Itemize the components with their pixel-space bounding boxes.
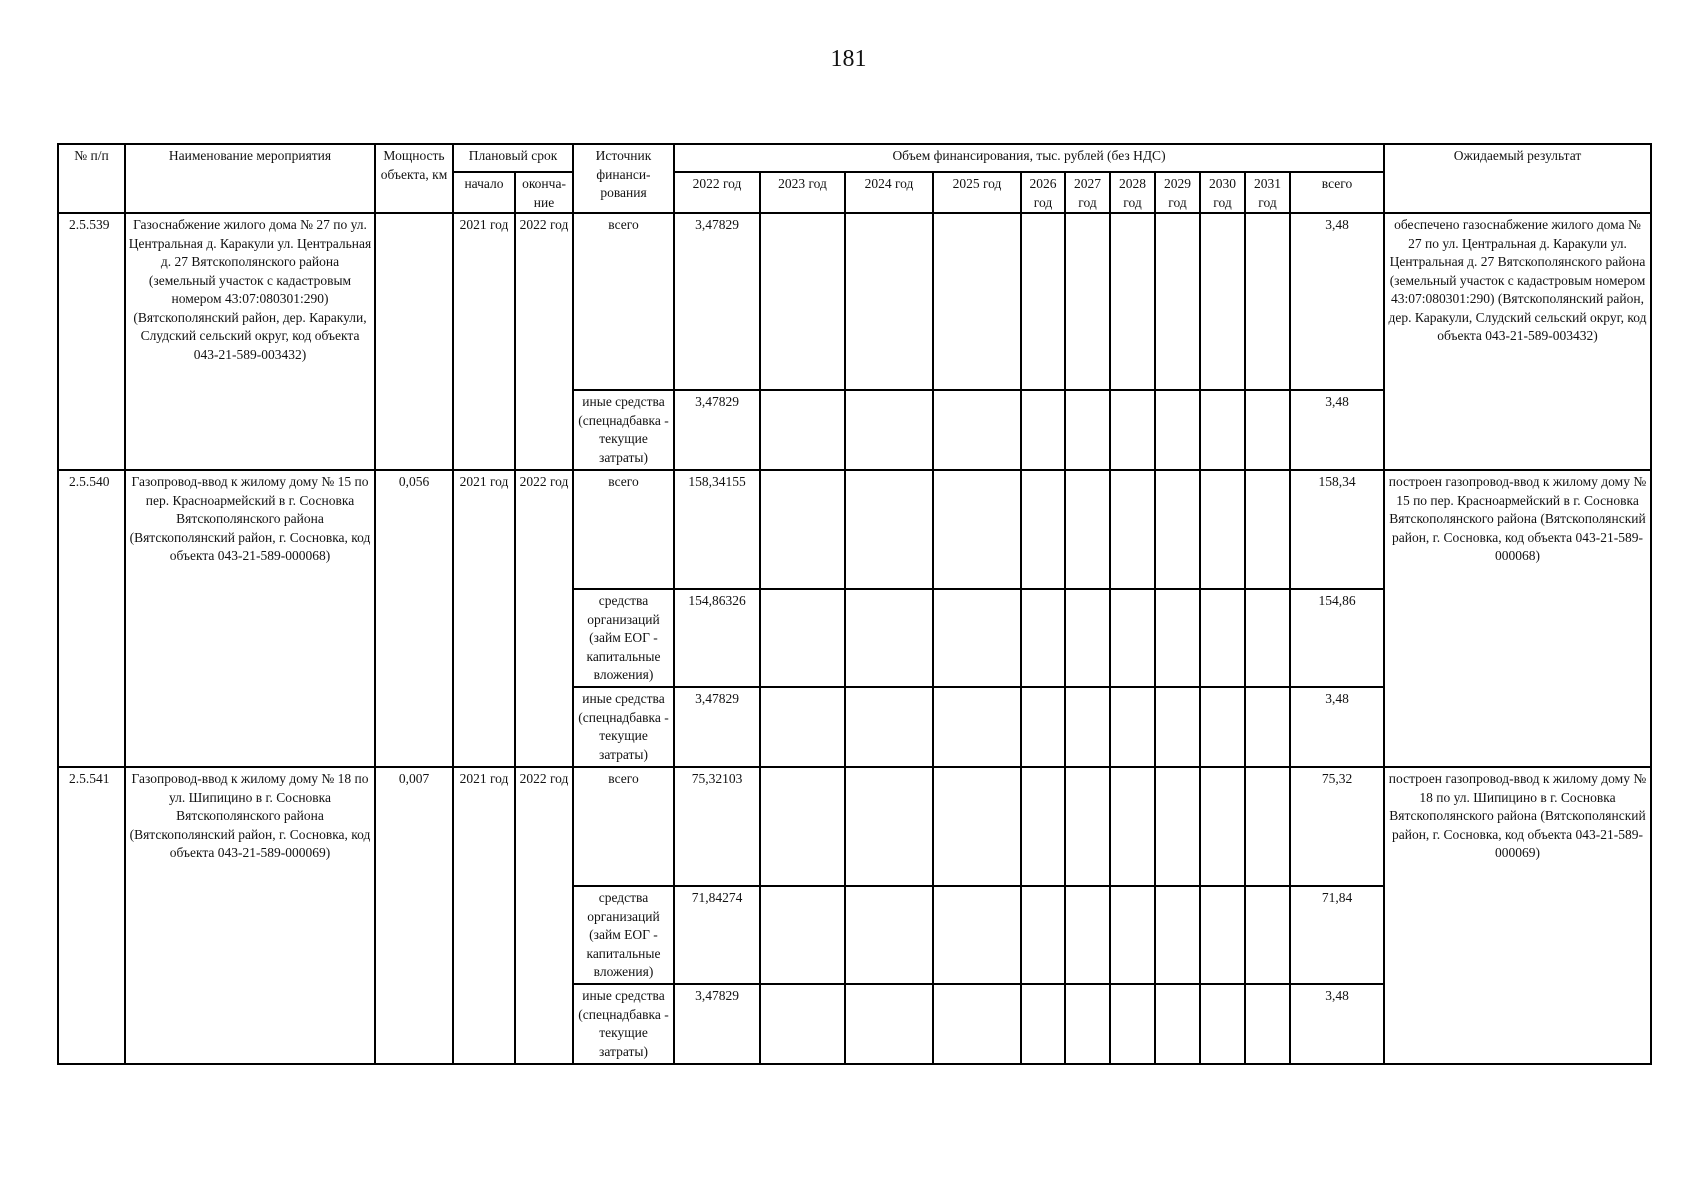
header-year: 2025 год — [933, 172, 1021, 213]
row-source: средства организаций (займ ЕОГ - капитальные вложения) — [573, 886, 674, 984]
header-year: 2028 год — [1110, 172, 1155, 213]
header-funding: Объем финансирования, тыс. рублей (без НДС) — [674, 144, 1384, 172]
header-name: Наименование мероприятия — [125, 144, 375, 213]
row-value-total: 3,48 — [1290, 984, 1384, 1064]
table-row — [58, 213, 1651, 390]
header-plan-term: Плановый срок — [453, 144, 573, 172]
row-name: Газопровод-ввод к жилому дому № 18 по ул. Шипицино в г. Сосновка Вятскополянского района (Вятскополянский район, г. Сосновка, код объекта 043-21-589-000069) — [125, 767, 375, 1064]
row-value-total: 158,34 — [1290, 470, 1384, 589]
row-value-total: 75,32 — [1290, 767, 1384, 886]
header-year: 2023 год — [760, 172, 845, 213]
row-start: 2021 год — [453, 767, 515, 1064]
header-year: 2024 год — [845, 172, 933, 213]
header-year: 2026 год — [1021, 172, 1065, 213]
row-capacity: 0,056 — [375, 470, 453, 767]
header-year: 2029 год — [1155, 172, 1200, 213]
row-value-2022: 75,32103 — [674, 767, 760, 886]
row-value-2022: 154,86326 — [674, 589, 760, 687]
row-value-total: 3,48 — [1290, 213, 1384, 390]
row-name: Газоснабжение жилого дома № 27 по ул. Центральная д. Каракули ул. Центральная д. 27 Вятскополянского района (земельный участок с кадастровым номером 43:07:080301:290) (Вятскополянский район, дер. Каракули, Слудский сельский округ, код объекта 043-21-589-003432) — [125, 213, 375, 470]
header-start: начало — [453, 172, 515, 213]
row-number: 2.5.541 — [58, 767, 125, 1064]
row-end: 2022 год — [515, 213, 573, 470]
financing-table — [57, 143, 1652, 1065]
header-row-1 — [58, 144, 1651, 172]
row-result: обеспечено газоснабжение жилого дома № 27 по ул. Центральная д. Каракули ул. Центральная д. 27 Вятскополянского района (земельный участок с кадастровым номером 43:07:080301:290) (Вятскополянский район, дер. Каракули, Слудский сельский округ, код объекта 043-21-589-003432) — [1384, 213, 1651, 470]
row-source: всего — [573, 767, 674, 886]
row-source: иные средства (спецнадбавка - текущие затраты) — [573, 687, 674, 767]
row-end: 2022 год — [515, 767, 573, 1064]
table-row — [58, 767, 1651, 886]
row-source: всего — [573, 213, 674, 390]
row-value-2022: 3,47829 — [674, 213, 760, 390]
row-result: построен газопровод-ввод к жилому дому № 18 по ул. Шипицино в г. Сосновка Вятскополянского района (Вятскополянский район, г. Сосновка, код объекта 043-21-589-000069) — [1384, 767, 1651, 1064]
header-end: оконча-ние — [515, 172, 573, 213]
row-value-2022: 3,47829 — [674, 984, 760, 1064]
header-year: 2027 год — [1065, 172, 1110, 213]
header-year: 2031 год — [1245, 172, 1290, 213]
row-result: построен газопровод-ввод к жилому дому № 15 по пер. Красноармейский в г. Сосновка Вятскополянского района (Вятскополянский район, г. Сосновка, код объекта 043-21-589-000068) — [1384, 470, 1651, 767]
row-start: 2021 год — [453, 470, 515, 767]
row-capacity — [375, 213, 453, 470]
row-number: 2.5.539 — [58, 213, 125, 470]
row-value-total: 71,84 — [1290, 886, 1384, 984]
row-source: иные средства (спецнадбавка - текущие затраты) — [573, 390, 674, 470]
row-source: средства организаций (займ ЕОГ - капитальные вложения) — [573, 589, 674, 687]
row-value-2022: 158,34155 — [674, 470, 760, 589]
row-value-total: 154,86 — [1290, 589, 1384, 687]
header-result: Ожидаемый результат — [1384, 144, 1651, 213]
row-value-2022: 3,47829 — [674, 687, 760, 767]
row-source: иные средства (спецнадбавка - текущие затраты) — [573, 984, 674, 1064]
header-num: № п/п — [58, 144, 125, 213]
header-source: Источник финанси-рования — [573, 144, 674, 213]
table-row — [58, 470, 1651, 589]
header-year: 2030 год — [1200, 172, 1245, 213]
row-number: 2.5.540 — [58, 470, 125, 767]
row-value-2022: 71,84274 — [674, 886, 760, 984]
header-total: всего — [1290, 172, 1384, 213]
row-source: всего — [573, 470, 674, 589]
row-capacity: 0,007 — [375, 767, 453, 1064]
row-end: 2022 год — [515, 470, 573, 767]
row-value-total: 3,48 — [1290, 687, 1384, 767]
header-year: 2022 год — [674, 172, 760, 213]
row-name: Газопровод-ввод к жилому дому № 15 по пер. Красноармейский в г. Сосновка Вятскополянского района (Вятскополянский район, г. Сосновка, код объекта 043-21-589-000068) — [125, 470, 375, 767]
header-capacity: Мощность объекта, км — [375, 144, 453, 213]
row-value-total: 3,48 — [1290, 390, 1384, 470]
row-start: 2021 год — [453, 213, 515, 470]
page-number: 181 — [830, 46, 867, 72]
row-value-2022: 3,47829 — [674, 390, 760, 470]
